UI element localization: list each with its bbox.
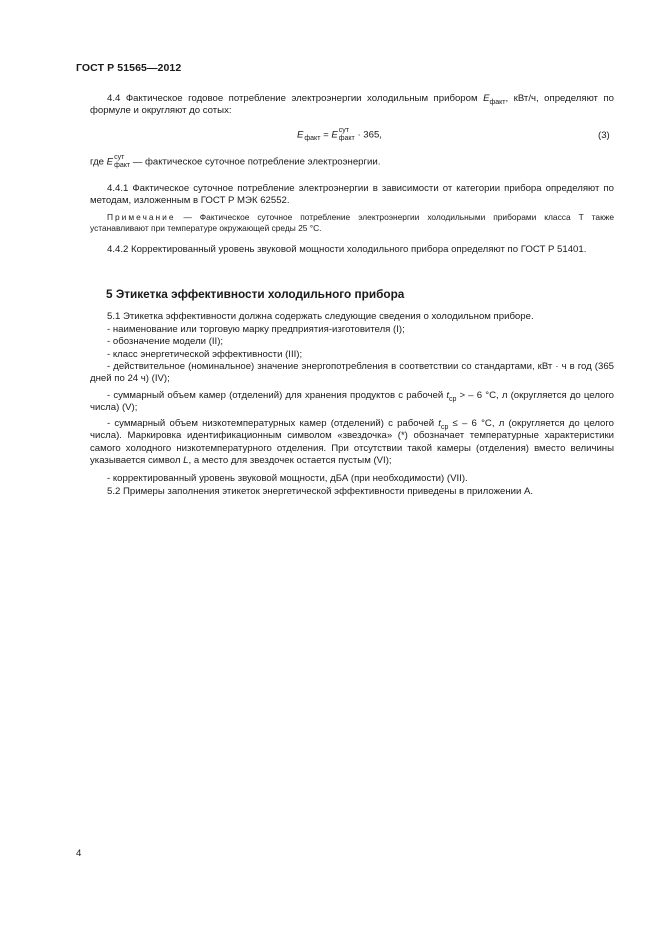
where-text: — фактическое суточное потребление электроэнергии. xyxy=(130,156,381,168)
where-subscript: факт xyxy=(114,162,131,169)
formula-lhs-symbol: E xyxy=(297,129,304,141)
note-text: — Фактическое суточное потребление электроэнергии холодильными приборами класса Т также устанавливают при температуре окружающей среды 25 °С. xyxy=(90,212,614,233)
formula-lhs-subscript: факт xyxy=(304,135,321,142)
formula-equals: = xyxy=(323,129,329,141)
list-item xyxy=(90,418,614,468)
list-item: - действительное (номинальное) значение энергопотребления в соответствии со стандартами, кВт · ч в год (365 дней по 24 ч) (IV); xyxy=(90,361,614,385)
formula-rhs-subscript: факт xyxy=(338,135,355,142)
list-item-text: - суммарный объем камер (отделений) для хранения продуктов с рабочей xyxy=(107,390,447,401)
symbol-t: t xyxy=(438,418,441,429)
symbol-e: E xyxy=(483,93,490,104)
list-item: - класс энергетической эффективности (III); xyxy=(107,348,303,360)
where-superscript: сут xyxy=(114,154,125,161)
subscript-fact: факт xyxy=(489,98,506,106)
list-item: - наименование или торговую марку предприятия-изготовителя (I); xyxy=(107,323,405,335)
page-number: 4 xyxy=(76,848,82,859)
formula-rhs-superscript: сут xyxy=(338,127,349,134)
paragraph-5-1: 5.1 Этикетка эффективности должна содержать следующие сведения о холодильном приборе. xyxy=(107,311,534,322)
section-5-heading: 5 Этикетка эффективности холодильного прибора xyxy=(106,287,405,301)
paragraph-4-4-1: 4.4.1 Фактическое суточное потребление электроэнергии в зависимости от категории прибора определяют по методам, изложенным в ГОСТ Р МЭК 62552. xyxy=(90,183,614,207)
formula-explanation xyxy=(90,154,614,170)
symbol-l: L xyxy=(183,455,189,467)
paragraph-text: 4.4 Фактическое годовое потребление электроэнергии холодильным прибором xyxy=(107,93,484,104)
list-item: - обозначение модели (II); xyxy=(107,336,224,347)
list-item xyxy=(90,390,614,415)
list-item-text: , а место для звездочек остается пустым (VI); xyxy=(188,455,392,467)
subscript-sr: ср xyxy=(449,395,457,403)
formula-3 xyxy=(297,127,382,143)
formula-tail: · 365, xyxy=(357,129,382,141)
subscript-sr: ср xyxy=(440,423,449,431)
paragraph-5-2: 5.2 Примеры заполнения этикеток энергетической эффективности приведены в приложении А. xyxy=(107,486,534,497)
paragraph-4-4 xyxy=(90,93,614,118)
paragraph-4-4-2: 4.4.2 Корректированный уровень звуковой мощности холодильного прибора определяют по ГОСТ Р 51401. xyxy=(107,244,587,255)
list-item-text: - суммарный объем низкотемпературных камер (отделений) с рабочей xyxy=(107,418,439,429)
formula-number: (3) xyxy=(598,130,610,141)
list-item: - корректированный уровень звуковой мощности, дБА (при необходимости) (VII). xyxy=(107,473,468,484)
where-symbol: E xyxy=(106,156,114,168)
list-item-text: ≤ – 6 °С, л (округляется до целого числа). Маркировка идентификационным символом «звездочка» (*) обозначает температурные характеристики самого холодного низкотемпературного отделения. При отсутствии такой камеры (отделения) вместо величины указывается символ xyxy=(90,418,615,467)
standard-header: ГОСТ Р 51565—2012 xyxy=(76,62,182,74)
symbol-t: t xyxy=(446,390,449,401)
where-prefix: где xyxy=(90,156,107,168)
note xyxy=(90,212,614,234)
list-item-text: > – 6 °С, л (округляется до целого числа) (V); xyxy=(90,390,614,414)
formula-rhs-symbol: E xyxy=(331,129,338,141)
note-label: Примечание xyxy=(107,212,176,222)
paragraph-text: , кВт/ч, определяют по формуле и округляют до сотых: xyxy=(90,93,614,117)
